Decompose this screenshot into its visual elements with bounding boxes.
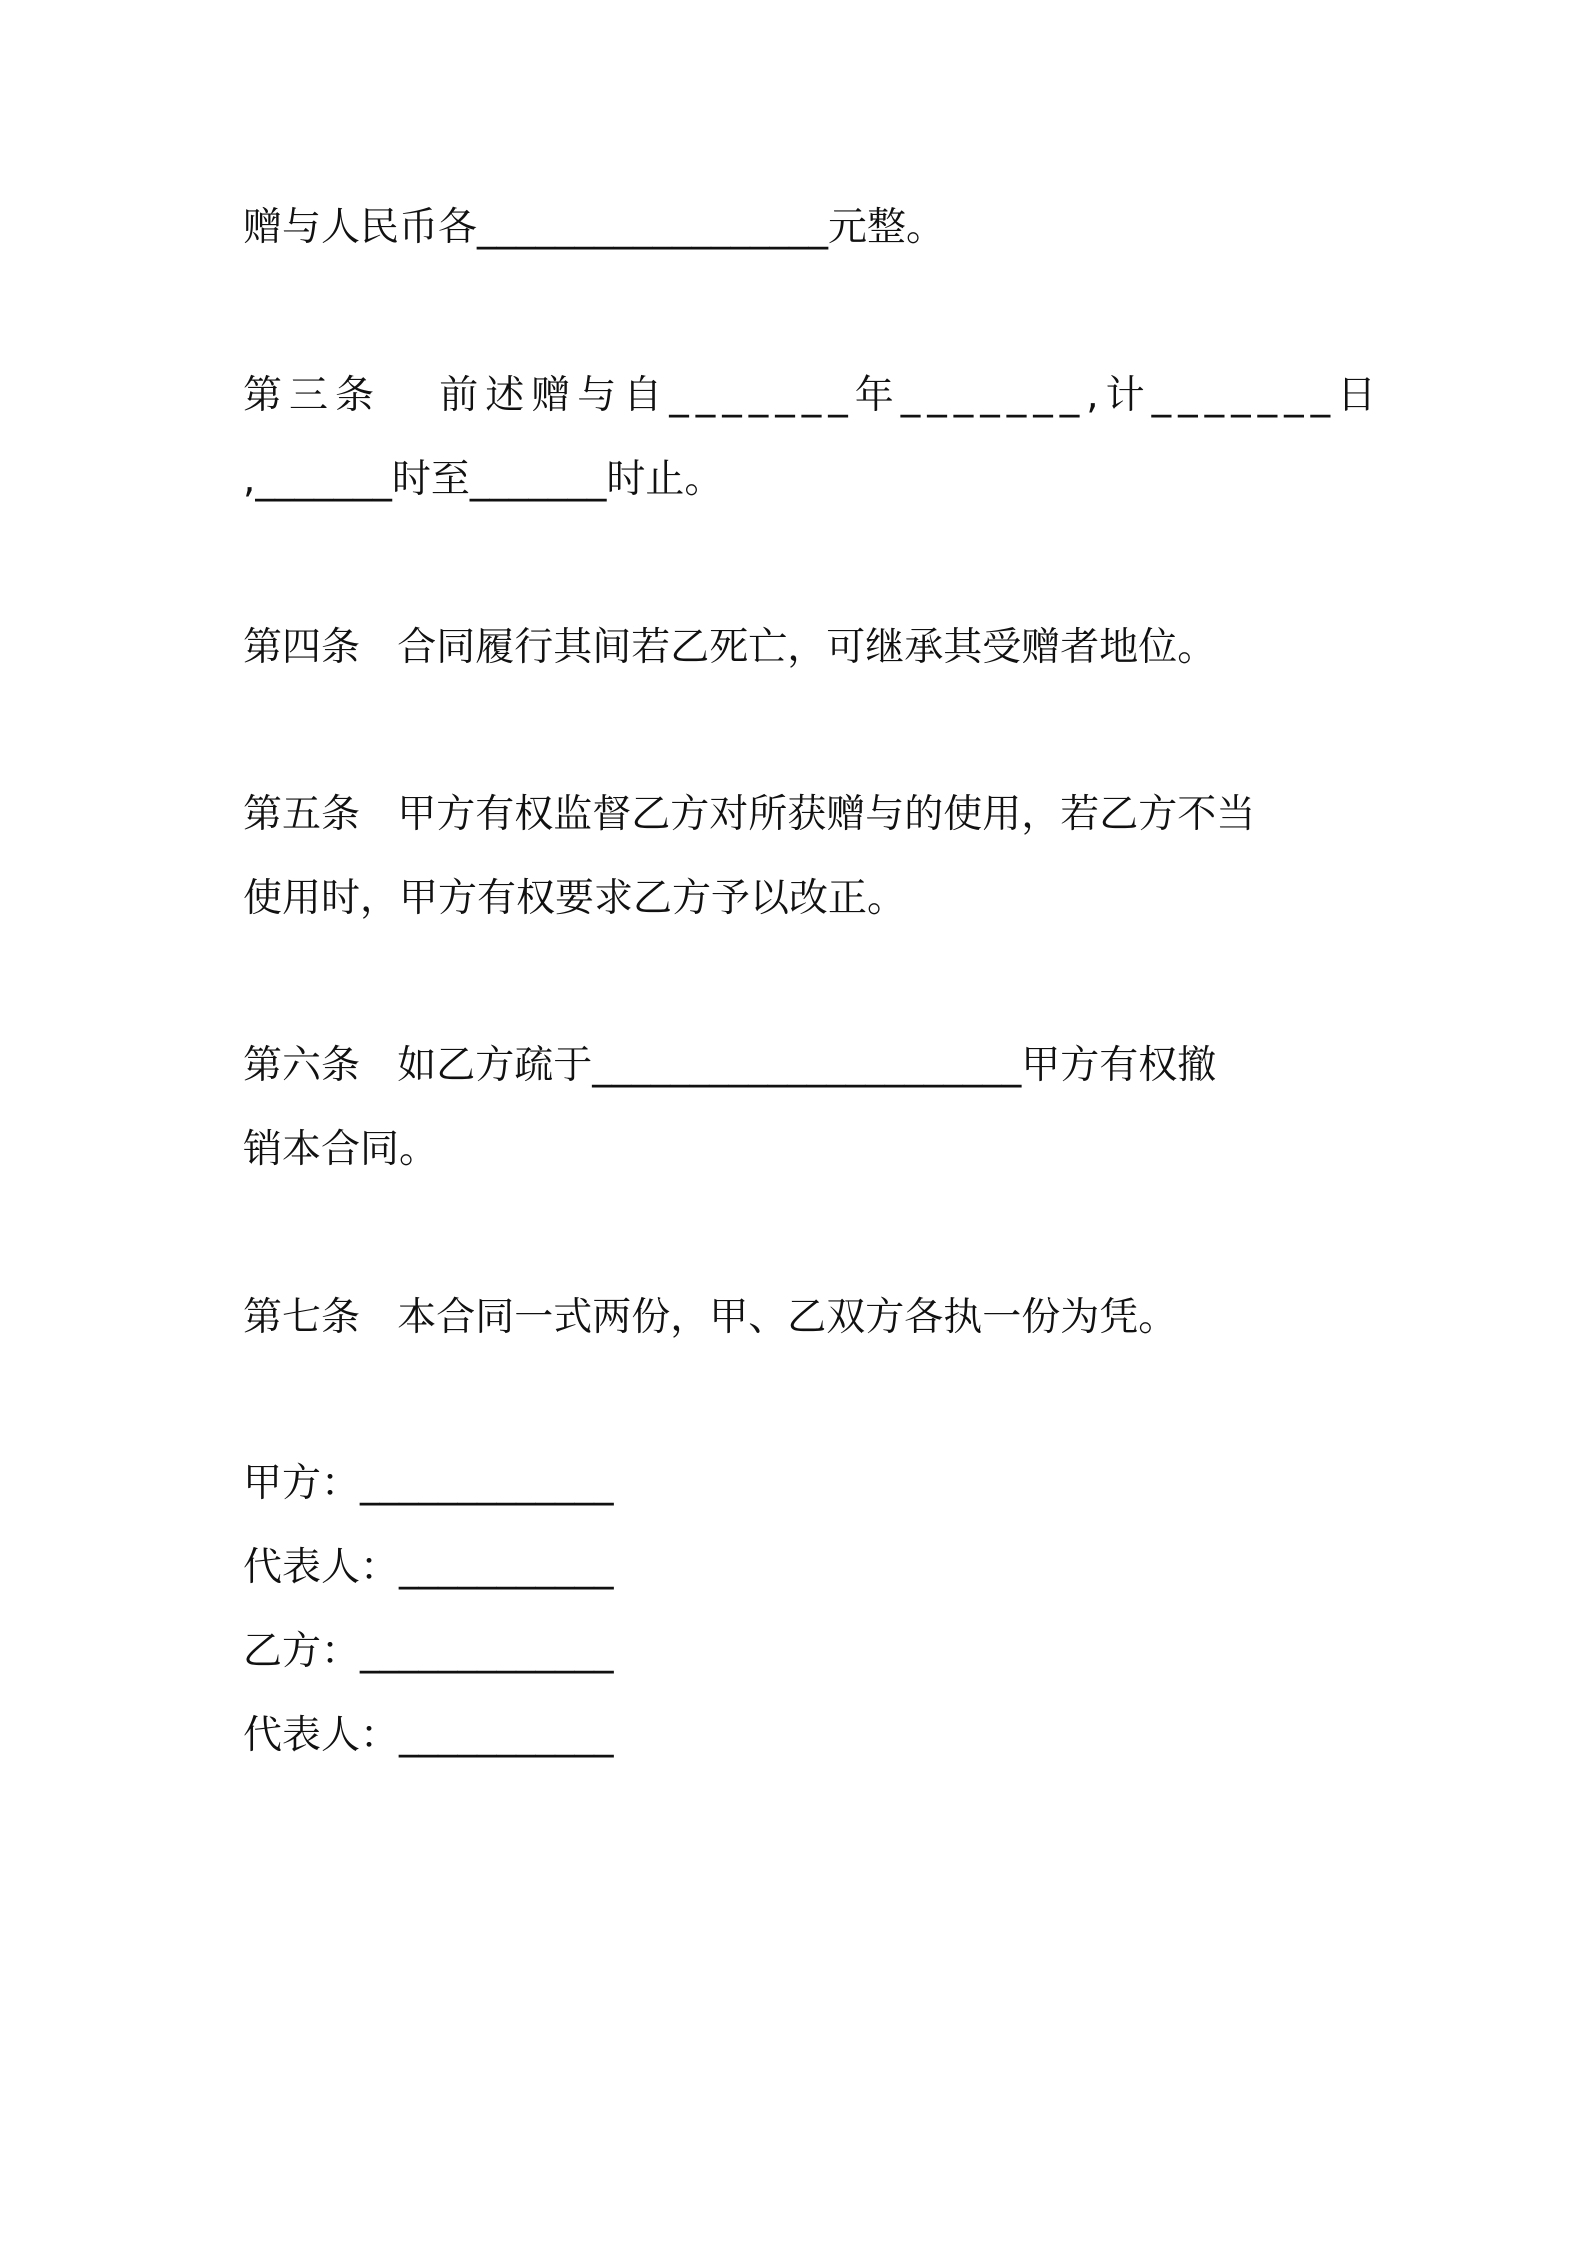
article-7-line-1: 第七条 本合同一式两份，甲、乙双方各执一份为凭。 bbox=[243, 1295, 1178, 1340]
party-b-representative: 代表人：___________ bbox=[243, 1713, 614, 1758]
party-b-signature: 乙方：_____________ bbox=[243, 1629, 614, 1674]
article-6-line-2: 销本合同。 bbox=[243, 1127, 439, 1172]
article-5-line-2: 使用时，甲方有权要求乙方予以改正。 bbox=[243, 876, 907, 921]
gift-amount-line: 赠与人民币各__________________元整。 bbox=[243, 205, 946, 250]
party-a-representative: 代表人：___________ bbox=[243, 1545, 614, 1590]
party-a-signature: 甲方：_____________ bbox=[243, 1461, 614, 1506]
article-4-line-1: 第四条 合同履行其间若乙死亡，可继承其受赠者地位。 bbox=[243, 625, 1217, 670]
article-6-line-1: 第六条 如乙方疏于______________________甲方有权撤 bbox=[243, 1043, 1217, 1088]
article-3-line-2: ,_______时至_______时止。 bbox=[243, 457, 724, 502]
article-5-line-1: 第五条 甲方有权监督乙方对所获赠与的使用，若乙方不当 bbox=[243, 792, 1256, 837]
article-3-line-1: 第三条 前述赠与自_______年_______,计_______日 bbox=[243, 373, 1384, 418]
